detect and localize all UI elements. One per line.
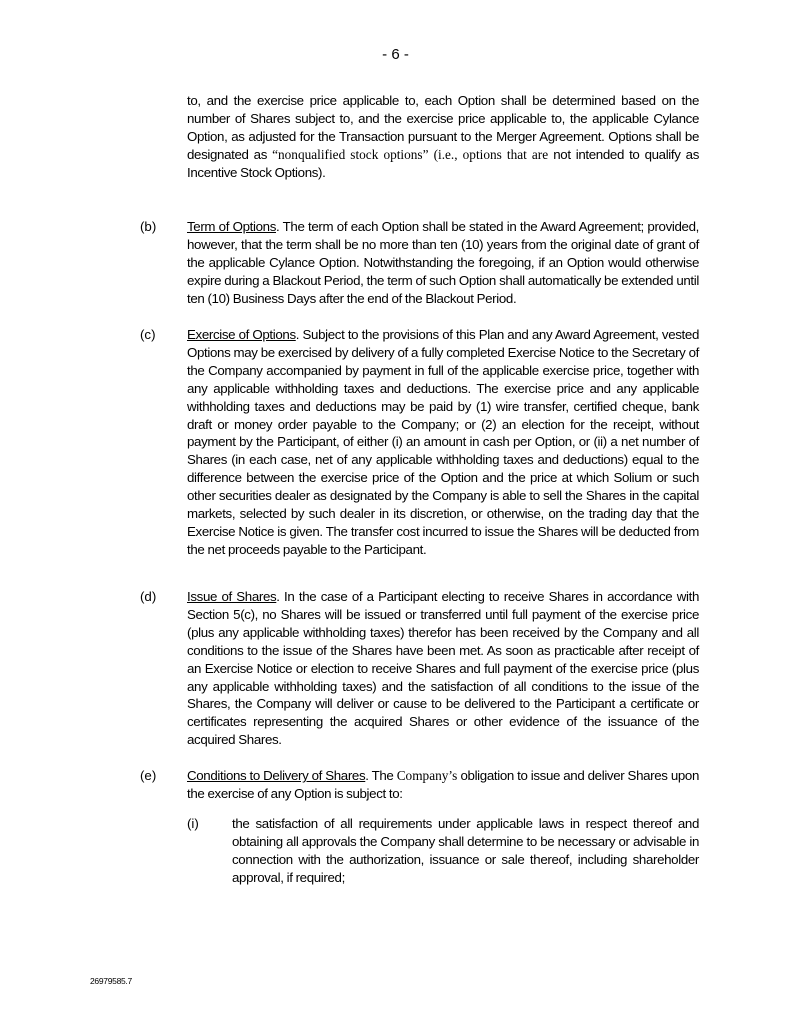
section-b-paragraph <box>187 218 699 308</box>
document-id: 26979585.7 <box>90 976 132 986</box>
section-c-label: (c) <box>140 327 156 342</box>
section-d-heading: Issue of Shares <box>187 589 277 604</box>
section-b-body: . The term of each Option shall be stated in the Award Agreement; provided, however, that the term shall be no more than ten (10) years from the original date of grant of the applicable Cylance Option. Notwithstanding the foregoing, if an Option would otherwise expire during a Blackout Period, the term of such Option shall automatically be extended until ten (10) Business Days after the end of the Blackout Period. <box>187 219 699 306</box>
section-c-heading: Exercise of Options <box>187 327 296 342</box>
section-d-paragraph <box>187 588 699 749</box>
section-b-label: (b) <box>140 219 157 234</box>
subitem-i-paragraph: the satisfaction of all requirements under applicable laws in respect thereof and obtaining all approvals the Company shall determine to be necessary or advisable in connection with the authorization, issuance or sale thereof, including shareholder approval, if required; <box>232 816 699 885</box>
section-d-body: . In the case of a Participant electing to receive Shares in accordance with Section 5(c), no Shares will be issued or transferred until full payment of the exercise price (plus any applicable withholding taxes) therefor has been received by the Company and all conditions to the issue of the Shares have been met. As soon as practicable after receipt of an Exercise Notice or election to receive Shares and full payment of the exercise price (plus any applicable withholding taxes) and the satisfaction of all conditions to the issue of the Shares, the Company will deliver or cause to be delivered to the Participant a certificate or certificates representing the acquired Shares or other evidence of the issuance of the acquired Shares. <box>187 589 699 748</box>
intro-quoted-text: “nonqualified stock options” (i.e., options that are <box>272 146 549 162</box>
intro-paragraph <box>187 92 699 182</box>
section-e-body-a: . The <box>365 768 397 783</box>
section-c-body: . Subject to the provisions of this Plan and any Award Agreement, vested Options may be exercised by delivery of a fully completed Exercise Notice to the Secretary of the Company accompanied by payment in full of the applicable exercise price, together with any applicable withholding taxes and deductions. The exercise price and any applicable withholding taxes and deductions may be paid by (1) wire transfer, certified cheque, bank draft or money order payable to the Company; or (2) an election for the receipt, without payment by the Participant, of either (i) an amount in cash per Option, or (ii) a net number of Shares (in each case, net of any applicable withholding taxes and deductions) equal to the difference between the exercise price of the Option and the price at which Solium or such other securities dealer as designated by the Company is able to sell the Shares in the capital markets, selected by such dealer in its discretion, or otherwise, on the trading day that the Exercise Notice is given. The transfer cost incurred to issue the Shares will be deducted from the net proceeds payable to the Participant. <box>187 327 699 557</box>
intro-text-a: to, and the exercise price applicable to, each Option shall be determined based on the number of Shares subject to, and the exercise price applicable to, the applicable Cylance Option, as adjusted for the Transaction pursuant to the Merger Agreement. Options shall be designated as <box>187 93 699 162</box>
section-b-heading: Term of Options <box>187 219 276 234</box>
subitem-i-label: (i) <box>187 816 199 831</box>
section-e-body-b: obligation to issue and deliver Shares upon the exercise of any Option is subject to: <box>187 768 699 801</box>
section-e-body-serif: Company’s <box>396 768 458 783</box>
page-number: - 6 - <box>382 46 409 63</box>
section-e-label: (e) <box>140 768 157 783</box>
section-e-heading: Conditions to Delivery of Shares <box>187 768 366 783</box>
intro-text-b: not intended to qualify as Incentive Stock Options). <box>187 146 699 180</box>
section-e-paragraph <box>187 767 699 803</box>
section-c-paragraph <box>187 326 699 559</box>
section-d-label: (d) <box>140 589 157 604</box>
